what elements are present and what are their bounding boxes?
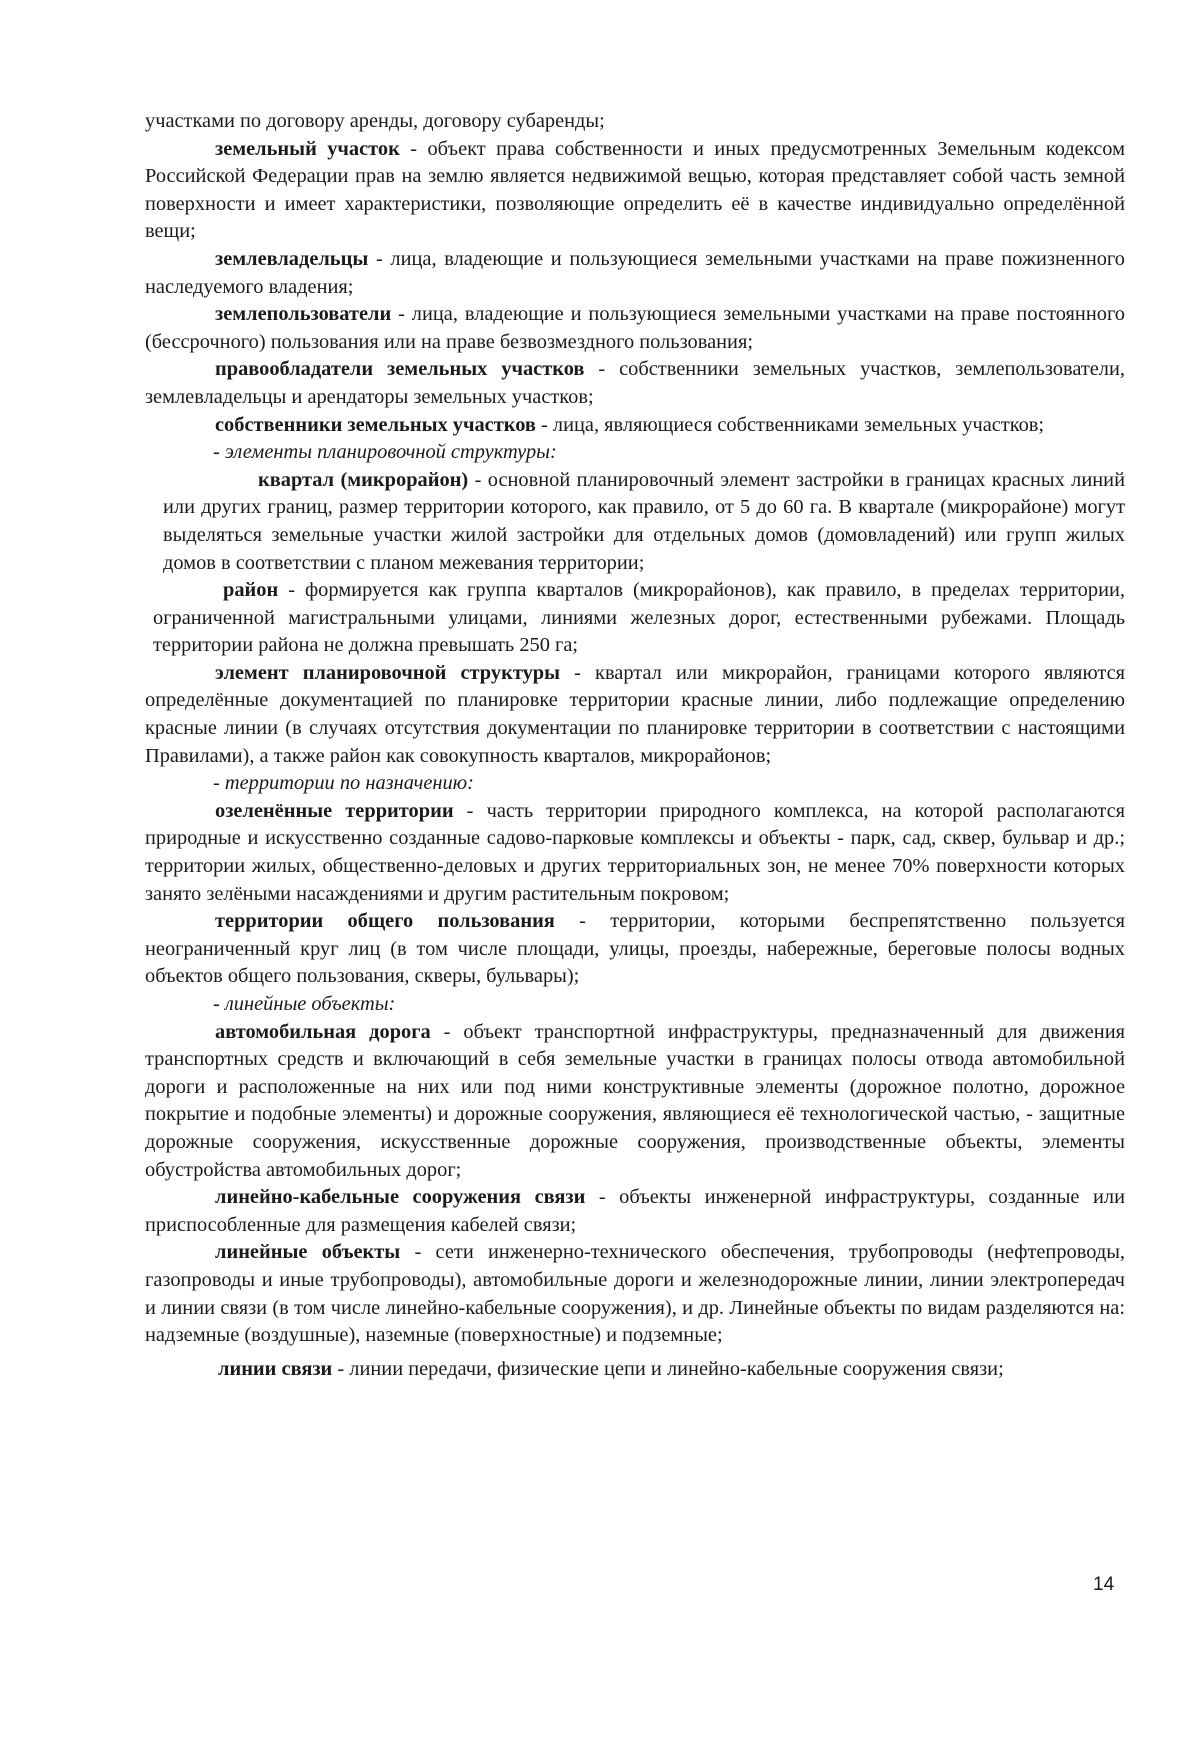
- definition-term: землевладельцы: [215, 247, 369, 270]
- definition-lineynye-obekty: [145, 1239, 1125, 1349]
- definition-text: - собственники земельных участков, землепользователи, землевладельцы и арендаторы земельных участков;: [145, 358, 1125, 408]
- category-heading-planning: [145, 439, 1125, 467]
- definition-text: - формируется как группа кварталов (микрорайонов), как правило, в пределах территории, ограниченной магистральными улицами, линиями железных дорог, естественными рубежами. Площадь территории района не должна превышать 250 га;: [153, 579, 1125, 657]
- paragraph-text: участками по договору аренды, договору субаренды;: [145, 110, 605, 132]
- definition-pravoobladateli: [145, 356, 1125, 411]
- definition-text: - линии передачи, физические цепи и линейно-кабельные сооружения связи;: [332, 1357, 1004, 1380]
- definition-term: линейные объекты: [215, 1241, 401, 1264]
- definition-term: линии связи: [218, 1357, 333, 1380]
- definition-zemelny-uchastok: [145, 136, 1125, 246]
- definition-zemlepolzovateli: [145, 301, 1125, 356]
- definition-term: правообладатели земельных участков: [215, 358, 585, 381]
- definition-text: - квартал или микрорайон, границами которого являются определённые документацией по планировке территории красные линии, либо подлежащие определению красные линии (в случаях отсутствия документации по планировке территории в соответствии с настоящими Правилами), а также район как совокупность кварталов, микрорайонов;: [145, 661, 1125, 767]
- definition-text: - объекты инженерной инфраструктуры, созданные или приспособленные для размещения кабелей связи;: [145, 1186, 1125, 1236]
- category-heading-purpose: [145, 770, 1125, 798]
- definition-text: - лица, являющиеся собственниками земельных участков;: [535, 413, 1045, 436]
- document-page: [145, 108, 1125, 1383]
- category-heading-linear: [145, 991, 1125, 1019]
- definition-text: - территории, которыми беспрепятственно пользуется неограниченный круг лиц (в том числе площади, улицы, проезды, набережные, береговые полосы водных объектов общего пользования, скверы, бульвары);: [145, 910, 1125, 988]
- page-number: 14: [1093, 1574, 1115, 1595]
- definition-text: - лица, владеющие и пользующиеся земельными участками на праве пожизненного наследуемого владения;: [145, 247, 1125, 298]
- definition-term: линейно-кабельные сооружения связи: [215, 1186, 586, 1209]
- definition-lineyno-kabelnye-sooruzheniya: [145, 1184, 1125, 1239]
- definition-term: земельный участок: [215, 137, 400, 160]
- definition-sobstvenniki: [145, 412, 1125, 440]
- category-heading: - территории по назначению:: [213, 772, 474, 795]
- definition-text: - часть территории природного комплекса, на которой располагаются природные и искусственно созданные садово-парковые комплексы и объекты - парк, сад, сквер, бульвар и др.; территории жилых, общественно-деловых и других территориальных зон, не менее 70% поверхности которых занято зелёными насаждениями и другим растительным покровом;: [145, 799, 1125, 905]
- definition-text: - объект права собственности и иных предусмотренных Земельным кодексом Российской Федерации прав на землю является недвижимой вещью, которая представляет собой часть земной поверхности и имеет характеристики, позволяющие определить её в качестве индивидуально определённой вещи;: [145, 137, 1125, 243]
- definition-linii-svyazi: [145, 1356, 1125, 1384]
- definition-term: землепользователи: [215, 303, 392, 326]
- definition-text: - основной планировочный элемент застройки в границах красных линий или других границ, размер территории которого, как правило, от 5 до 60 га. В квартале (микрорайоне) могут выделяться земельные участки жилой застройки для отдельных домов (домовладений) или групп жилых домов в соответствии с планом межевания территории;: [163, 468, 1126, 574]
- definition-text: - лица, владеющие и пользующиеся земельными участками на праве постоянного (бессрочного) пользования или на праве безвозмездного пользования;: [145, 303, 1125, 353]
- definition-term: район: [223, 579, 279, 602]
- definition-avtomobilnaya-doroga: [145, 1019, 1125, 1185]
- definition-rayon: [145, 577, 1125, 660]
- definition-ozelenennye-territorii: [145, 798, 1125, 908]
- definition-territorii-obshchego-polzovaniya: [145, 908, 1125, 991]
- definition-zemlevladeltsy: [145, 246, 1125, 301]
- definition-term: квартал (микрорайон): [258, 468, 469, 491]
- definition-element-planirovochnoy-struktury: [145, 660, 1125, 770]
- definition-text: - сети инженерно-технического обеспечения, трубопроводы (нефтепроводы, газопроводы и иные трубопроводы), автомобильные дороги и железнодорожные линии, линии электропередач и линии связи (в том числе линейно-кабельные сооружения), и др. Линейные объекты по видам разделяются на: надземные (воздушные), наземные (поверхностные) и подземные;: [145, 1241, 1126, 1347]
- category-heading: - элементы планировочной структуры:: [213, 441, 557, 464]
- category-heading: - линейные объекты:: [213, 993, 396, 1015]
- paragraph-continuation: [145, 108, 1125, 136]
- definition-term: элемент планировочной структуры: [215, 661, 561, 684]
- definition-term: автомобильная дорога: [215, 1020, 431, 1043]
- definition-text: - объект транспортной инфраструктуры, предназначенный для движения транспортных средств и включающий в себя земельные участки в границах полосы отвода автомобильной дороги и расположенные на них или под ними конструктивные элементы (дорожное полотно, дорожное покрытие и подобные элементы) и дорожные сооружения, являющиеся её технологической частью, - защитные дорожные сооружения, искусственные дорожные сооружения, производственные объекты, элементы обустройства автомобильных дорог;: [145, 1020, 1125, 1181]
- definition-kvartal: [145, 467, 1125, 577]
- definition-term: озеленённые территории: [215, 799, 454, 822]
- definition-term: территории общего пользования: [215, 910, 555, 933]
- definition-term: собственники земельных участков: [215, 413, 536, 436]
